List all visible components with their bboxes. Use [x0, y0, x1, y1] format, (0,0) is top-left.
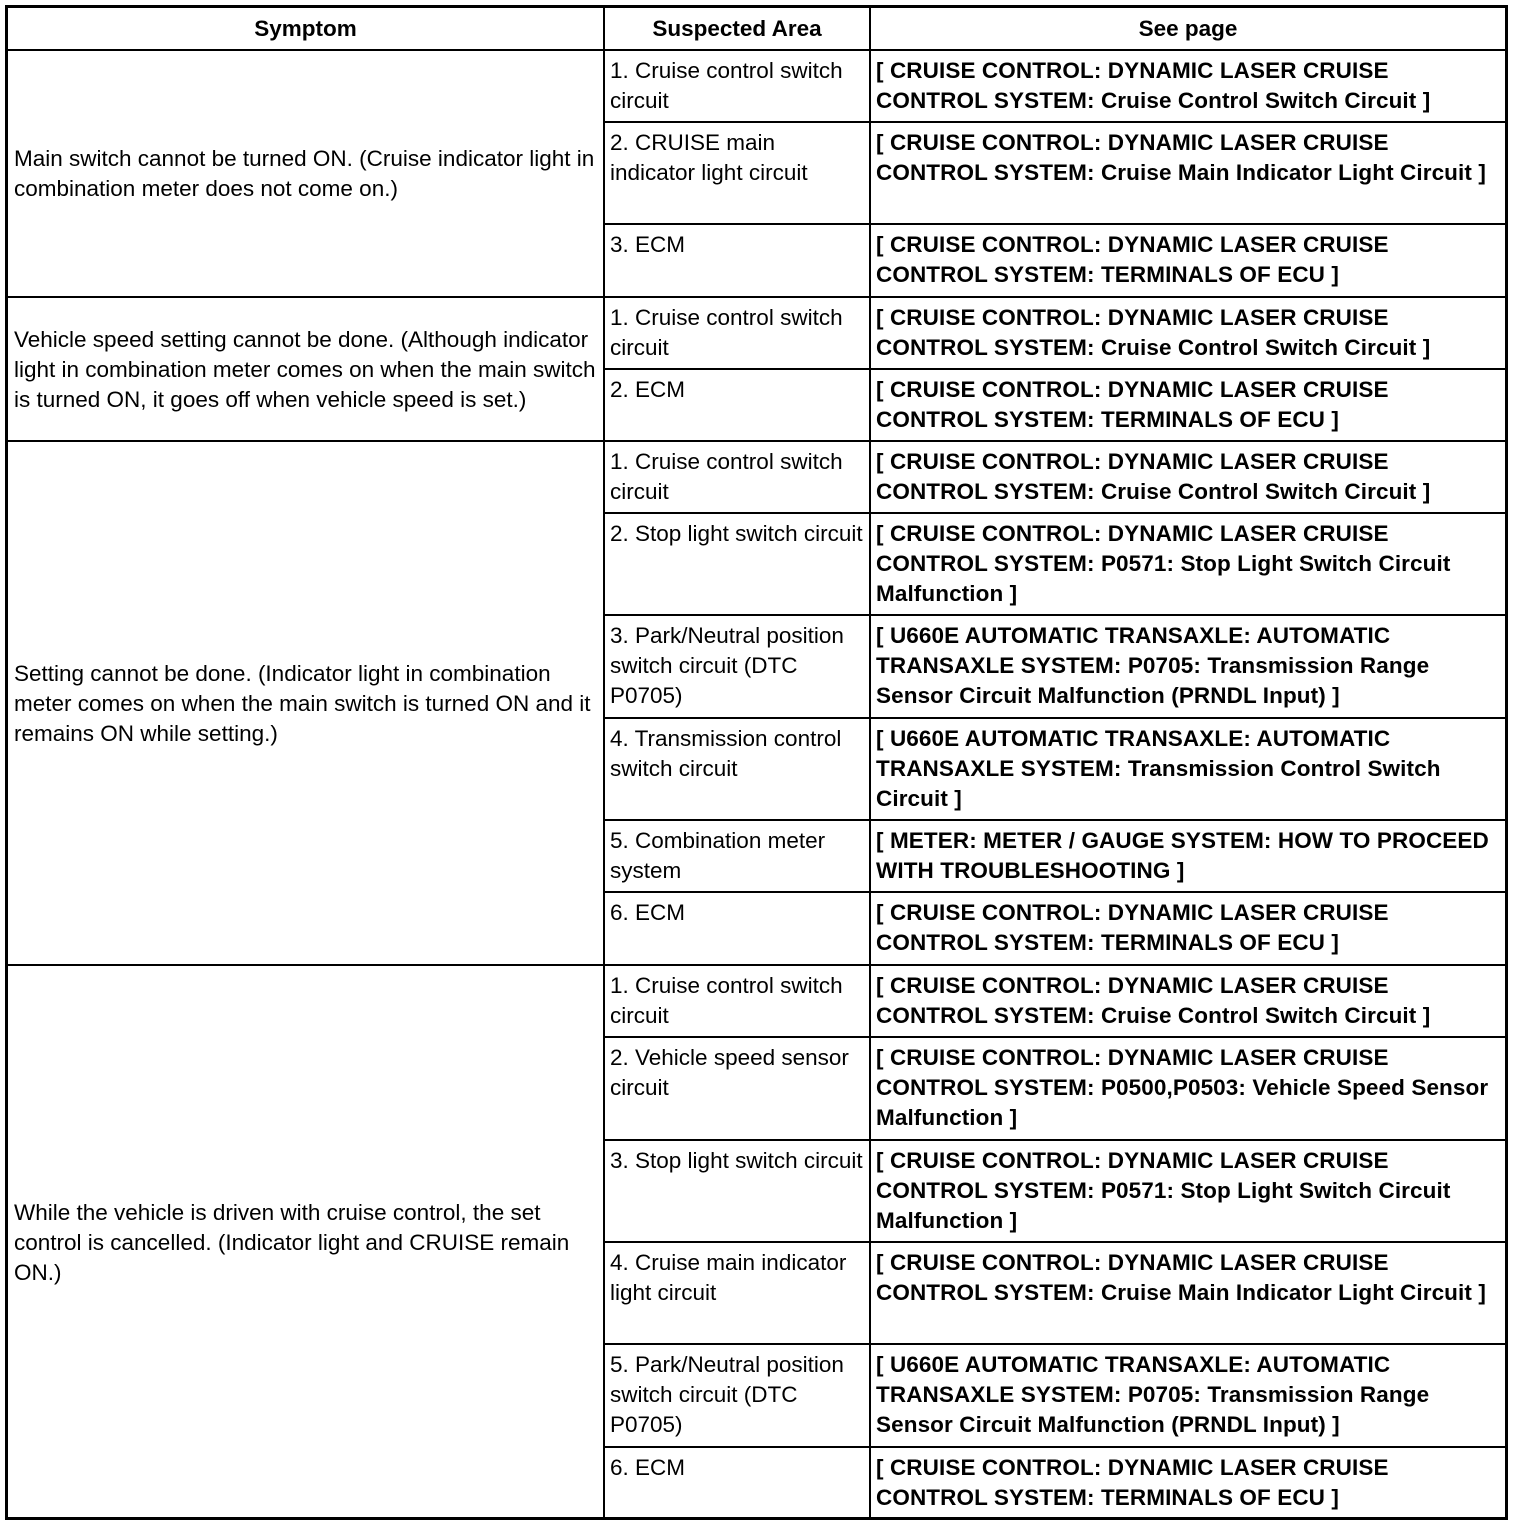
see-page-reference[interactable]: [ CRUISE CONTROL: DYNAMIC LASER CRUISE CONTROL SYSTEM: P0571: Stop Light Switch Circuit Malfunction ]: [870, 513, 1505, 615]
symptom-cell: While the vehicle is driven with cruise control, the set control is cancelled. (Indicator light and CRUISE remain ON.): [8, 965, 604, 1519]
see-page-reference[interactable]: [ U660E AUTOMATIC TRANSAXLE: AUTOMATIC TRANSAXLE SYSTEM: Transmission Control Switch Circuit ]: [870, 718, 1505, 820]
symptom-cell: Setting cannot be done. (Indicator light in combination meter comes on when the main switch is turned ON and it remains ON while setting.): [8, 441, 604, 965]
suspected-area-cell: 4. Transmission control switch circuit: [604, 718, 870, 820]
see-page-reference[interactable]: [ CRUISE CONTROL: DYNAMIC LASER CRUISE CONTROL SYSTEM: Cruise Control Switch Circuit ]: [870, 50, 1505, 122]
suspected-area-cell: 5. Park/Neutral position switch circuit (DTC P0705): [604, 1344, 870, 1447]
see-page-reference[interactable]: [ METER: METER / GAUGE SYSTEM: HOW TO PROCEED WITH TROUBLESHOOTING ]: [870, 820, 1505, 892]
see-page-reference[interactable]: [ CRUISE CONTROL: DYNAMIC LASER CRUISE CONTROL SYSTEM: TERMINALS OF ECU ]: [870, 369, 1505, 441]
suspected-area-cell: 2. CRUISE main indicator light circuit: [604, 122, 870, 224]
see-page-reference[interactable]: [ CRUISE CONTROL: DYNAMIC LASER CRUISE CONTROL SYSTEM: P0500,P0503: Vehicle Speed Sensor Malfunction ]: [870, 1037, 1505, 1140]
troubleshooting-table-frame: [5, 5, 1508, 1520]
see-page-reference[interactable]: [ U660E AUTOMATIC TRANSAXLE: AUTOMATIC TRANSAXLE SYSTEM: P0705: Transmission Range Sensor Circuit Malfunction (PRNDL Input) ]: [870, 615, 1505, 718]
see-page-reference[interactable]: [ CRUISE CONTROL: DYNAMIC LASER CRUISE CONTROL SYSTEM: Cruise Main Indicator Light Circuit ]: [870, 1242, 1505, 1344]
see-page-reference[interactable]: [ CRUISE CONTROL: DYNAMIC LASER CRUISE CONTROL SYSTEM: TERMINALS OF ECU ]: [870, 1447, 1505, 1519]
suspected-area-cell: 2. ECM: [604, 369, 870, 441]
header-suspected-area: Suspected Area: [604, 8, 870, 50]
table-row: [8, 965, 1505, 1037]
see-page-reference[interactable]: [ CRUISE CONTROL: DYNAMIC LASER CRUISE CONTROL SYSTEM: Cruise Main Indicator Light Circuit ]: [870, 122, 1505, 224]
table-row: [8, 441, 1505, 513]
suspected-area-cell: 3. ECM: [604, 224, 870, 297]
see-page-reference[interactable]: [ CRUISE CONTROL: DYNAMIC LASER CRUISE CONTROL SYSTEM: TERMINALS OF ECU ]: [870, 224, 1505, 297]
table-row: [8, 297, 1505, 369]
suspected-area-cell: 3. Park/Neutral position switch circuit (DTC P0705): [604, 615, 870, 718]
header-see-page: See page: [870, 8, 1505, 50]
symptom-cell: Main switch cannot be turned ON. (Cruise indicator light in combination meter does not come on.): [8, 50, 604, 297]
header-symptom: Symptom: [8, 8, 604, 50]
suspected-area-cell: 5. Combination meter system: [604, 820, 870, 892]
symptom-cell: Vehicle speed setting cannot be done. (Although indicator light in combination meter comes on when the main switch is turned ON, it goes off when vehicle speed is set.): [8, 297, 604, 441]
see-page-reference[interactable]: [ U660E AUTOMATIC TRANSAXLE: AUTOMATIC TRANSAXLE SYSTEM: P0705: Transmission Range Sensor Circuit Malfunction (PRNDL Input) ]: [870, 1344, 1505, 1447]
see-page-reference[interactable]: [ CRUISE CONTROL: DYNAMIC LASER CRUISE CONTROL SYSTEM: P0571: Stop Light Switch Circuit Malfunction ]: [870, 1140, 1505, 1242]
see-page-reference[interactable]: [ CRUISE CONTROL: DYNAMIC LASER CRUISE CONTROL SYSTEM: Cruise Control Switch Circuit ]: [870, 965, 1505, 1037]
see-page-reference[interactable]: [ CRUISE CONTROL: DYNAMIC LASER CRUISE CONTROL SYSTEM: TERMINALS OF ECU ]: [870, 892, 1505, 965]
suspected-area-cell: 4. Cruise main indicator light circuit: [604, 1242, 870, 1344]
suspected-area-cell: 1. Cruise control switch circuit: [604, 297, 870, 369]
suspected-area-cell: 1. Cruise control switch circuit: [604, 441, 870, 513]
header-row: [8, 8, 1505, 50]
suspected-area-cell: 2. Vehicle speed sensor circuit: [604, 1037, 870, 1140]
suspected-area-cell: 2. Stop light switch circuit: [604, 513, 870, 615]
suspected-area-cell: 6. ECM: [604, 1447, 870, 1519]
see-page-reference[interactable]: [ CRUISE CONTROL: DYNAMIC LASER CRUISE CONTROL SYSTEM: Cruise Control Switch Circuit ]: [870, 297, 1505, 369]
troubleshooting-table: [8, 8, 1505, 1520]
suspected-area-cell: 1. Cruise control switch circuit: [604, 50, 870, 122]
suspected-area-cell: 6. ECM: [604, 892, 870, 965]
suspected-area-cell: 3. Stop light switch circuit: [604, 1140, 870, 1242]
see-page-reference[interactable]: [ CRUISE CONTROL: DYNAMIC LASER CRUISE CONTROL SYSTEM: Cruise Control Switch Circuit ]: [870, 441, 1505, 513]
table-row: [8, 50, 1505, 122]
suspected-area-cell: 1. Cruise control switch circuit: [604, 965, 870, 1037]
